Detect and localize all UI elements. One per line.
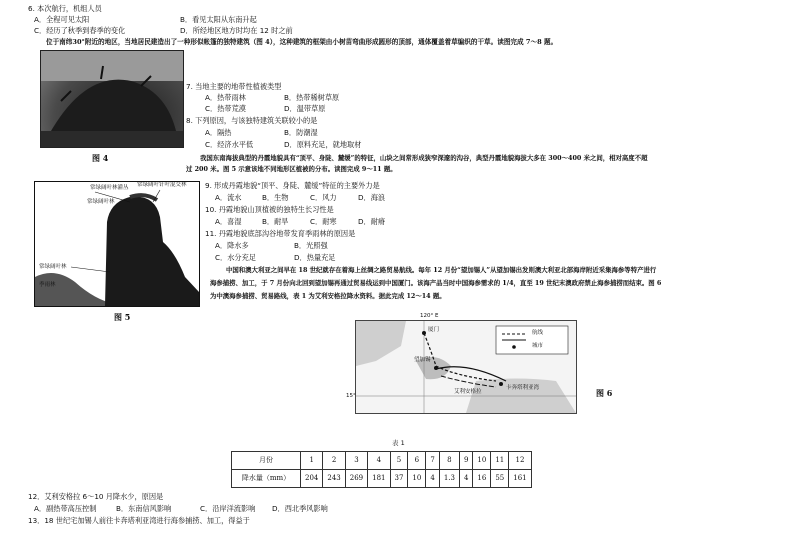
table-cell: 9: [459, 452, 472, 470]
table-cell: 204: [301, 470, 323, 488]
danxia-profile: [35, 182, 199, 306]
table-row-months: [232, 452, 532, 470]
fig5-annotation-1: 常绿阔叶林灌丛: [90, 185, 129, 191]
q10-option-c: C．耐寒: [310, 217, 337, 226]
q12-option-d: D．西北季风影响: [272, 504, 328, 513]
figure-5-caption: 图 5: [114, 312, 131, 322]
q9-stem: 9. 形成丹霞地貌“顶平、身陡、麓缓”特征的主要外力是: [205, 181, 380, 190]
table-cell: 1: [301, 452, 323, 470]
q10-option-a: A．喜湿: [215, 217, 242, 226]
table-cell: 161: [509, 470, 531, 488]
q7-option-d: D．温带草原: [284, 104, 326, 113]
table-cell: 7: [426, 452, 439, 470]
figure-4-caption: 图 4: [92, 153, 109, 163]
table-header-rainfall: 降水量（mm）: [232, 470, 301, 488]
q8-option-c: C．经济水平低: [205, 140, 254, 149]
intro-12-14-line2: 海参捕捞、加工，于 7 月份向北回到望加锡再通过贸易线运到中国厦门。该海产品当时中国海参需求的 1/4，直至 19 世纪末澳政府禁止海参捕捞而结束。图 6: [210, 279, 662, 287]
fig5-annotation-3: 常绿阔叶林: [87, 199, 115, 205]
q12-option-c: C．沿岸洋流影响: [200, 504, 256, 513]
q8-option-d: D．原料充足，就地取材: [284, 140, 362, 149]
q9-option-a: A．流水: [215, 193, 242, 202]
fig6-place-xiamen: 厦门: [428, 327, 440, 333]
figure-5-diagram: [34, 181, 200, 307]
q9-option-c: C．风力: [310, 193, 337, 202]
q9-option-b: B．生物: [262, 193, 289, 202]
table-cell: 6: [408, 452, 426, 470]
q12-option-a: A．副热带高压控制: [34, 504, 97, 513]
table-cell: 1.3: [439, 470, 459, 488]
table-cell: 269: [345, 470, 367, 488]
q12-stem: 12．艾利安格拉 6～10 月降水少，原因是: [28, 492, 164, 501]
table-header-month: 月份: [232, 452, 301, 470]
fig6-place-makassar: 望加锡: [414, 357, 431, 363]
fig6-place-elliangela: 艾利安格拉: [454, 389, 482, 395]
table-cell: 4: [426, 470, 439, 488]
fig6-legend-city: 城市: [532, 343, 544, 349]
q11-stem: 11. 丹霞地貌底部沟谷地带发育季雨林的原因是: [205, 229, 356, 238]
q8-option-b: B．防潮湿: [284, 128, 318, 137]
intro-7-8: 位于南纬30°附近的地区，当地居民建造出了一种形似帐篷的独特建筑（图 4），这种建筑的框架由小树苗弯曲形成圆形的顶部，通体覆盖着草编织的干草。读图完成 7～8 题。: [46, 38, 558, 46]
q6-option-d: D．所经地区地方时均在 12 时之前: [180, 26, 293, 35]
fig6-legend-route: 航线: [532, 330, 544, 336]
table-cell: 181: [368, 470, 390, 488]
q11-option-d: D．热量充足: [294, 253, 336, 262]
table-cell: 243: [323, 470, 345, 488]
q6-option-a: A．全程可见太阳: [34, 15, 90, 24]
fig6-lat-label: 15°: [346, 393, 356, 399]
q10-option-d: D．耐瘠: [358, 217, 386, 226]
table-cell: 11: [491, 452, 509, 470]
table-cell: 3: [345, 452, 367, 470]
q10-option-b: B．耐旱: [262, 217, 289, 226]
table-cell: 37: [390, 470, 408, 488]
table-cell: 16: [473, 470, 491, 488]
figure-6-map: [346, 313, 577, 414]
q10-stem: 10. 丹霞地貌山顶植被的独特生长习性是: [205, 205, 334, 214]
table-cell: 10: [408, 470, 426, 488]
table-cell: 4: [459, 470, 472, 488]
table-cell: 5: [390, 452, 408, 470]
table-cell: 2: [323, 452, 345, 470]
q6-stem: 6. 本次航行，机组人员: [28, 4, 102, 13]
q8-stem: 8. 下列原因，与该独特建筑关联较小的是: [186, 116, 318, 125]
q11-option-a: A．降水多: [215, 241, 249, 250]
intro-9-11-line1: 我国东南海拔典型的丹霞地貌具有“顶平、身陡、麓缓”的特征，山块之间常形成狭窄深邃的沟谷，典型丹霞地貌海拔大多在 300～400 米之间，相对高度不超: [200, 154, 648, 162]
intro-12-14-line1: 中国和澳大利亚之间早在 18 世纪就存在着海上丝绸之路贸易航线。每年 12 月份“望加锡人”从望加锡出发则澳大利亚北部海岸附近采集海参等特产进行: [226, 266, 657, 274]
hut-illustration: [41, 51, 183, 147]
fig6-lon-label: 120° E: [420, 313, 439, 319]
table-cell: 55: [491, 470, 509, 488]
table-row-rainfall: [232, 470, 532, 488]
fig5-annotation-2: 常绿阔叶针叶混交林: [137, 182, 187, 188]
q9-option-d: D．海浪: [358, 193, 386, 202]
intro-9-11-line2: 过 200 米。图 5 示意该地不同地形区植被的分布。读图完成 9～11 题。: [186, 165, 397, 173]
q11-option-b: B．光照强: [294, 241, 328, 250]
q13-stem: 13．18 世纪宅加锡人前往卡奔塔利亚湾进行海参捕捞、加工，得益于: [28, 516, 250, 525]
figure-6-caption: 图 6: [596, 388, 613, 398]
intro-12-14-line3: 为中澳海参捕捞、贸易路线，表 1 为艾利安格拉降水资料。据此完成 12～14 题。: [210, 292, 446, 300]
q6-option-b: B．看见太阳从东南升起: [180, 15, 257, 24]
q6-option-c: C．经历了秋季到春季的变化: [34, 26, 126, 35]
fig5-annotation-5: 季雨林: [39, 282, 56, 288]
fig5-annotation-4: 常绿阔叶林: [39, 264, 67, 270]
q7-option-a: A．热带雨林: [205, 93, 246, 102]
rainfall-table: [231, 451, 532, 488]
q7-stem: 7. 当地主要的地带性植被类型: [186, 82, 282, 91]
table-1-caption: 表 1: [392, 439, 405, 447]
q12-option-b: B．东南信风影响: [116, 504, 172, 513]
table-cell: 10: [473, 452, 491, 470]
q7-option-c: C．热带荒漠: [205, 104, 246, 113]
figure-4-photo: [40, 50, 184, 148]
table-cell: 12: [509, 452, 531, 470]
table-cell: 8: [439, 452, 459, 470]
q7-option-b: B．热带稀树草原: [284, 93, 340, 102]
q8-option-a: A．隔热: [205, 128, 232, 137]
q11-option-c: C．水分充足: [215, 253, 256, 262]
table-cell: 4: [368, 452, 390, 470]
fig6-place-carpentaria: 卡奔塔利亚湾: [506, 385, 540, 391]
